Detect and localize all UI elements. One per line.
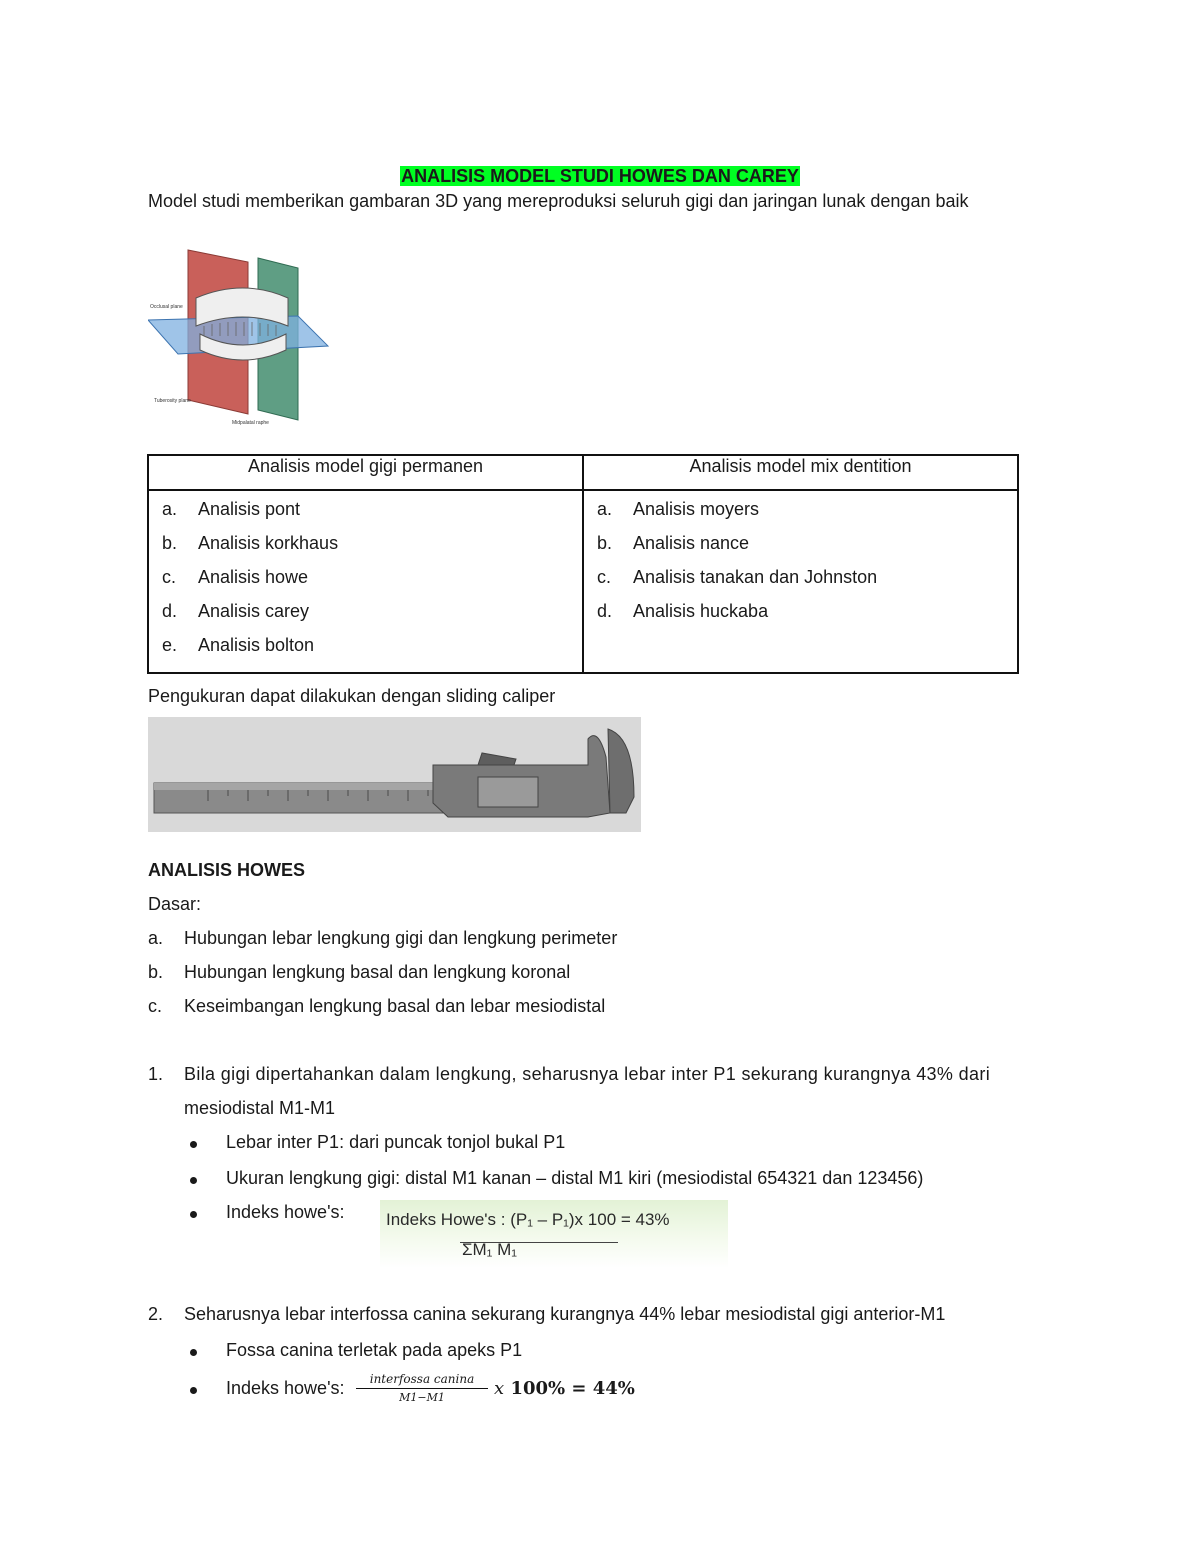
list-item: a. Analisis pont <box>162 499 301 519</box>
tuberosity-plane-label: Tuberosity plane <box>154 398 191 404</box>
list-item: c. Analisis howe <box>162 567 309 587</box>
table-col-mix <box>583 490 1018 673</box>
table-header-permanen: Analisis model gigi permanen <box>148 455 583 490</box>
howes-index-formula: Indeks Howe's : (P₁ – P₁)x 100 = 43% ΣM₁ M₁ <box>380 1200 728 1268</box>
table-header-mix: Analisis model mix dentition <box>583 455 1018 490</box>
bullet-icon <box>190 1177 197 1184</box>
dasar-label: Dasar: <box>148 894 202 914</box>
fraction-bar <box>356 1388 488 1389</box>
list-item: d. Analisis huckaba <box>597 601 769 621</box>
table-col-permanen <box>148 490 583 673</box>
list-item: a. Analisis moyers <box>597 499 760 519</box>
list-item: d. Analisis carey <box>162 601 310 621</box>
sliding-caliper-figure <box>148 717 641 832</box>
list-item: e. Analisis bolton <box>162 635 315 655</box>
bullet-icon <box>190 1387 197 1394</box>
analysis-table <box>147 454 1019 674</box>
occlusal-plane-label: Occlusal plane <box>150 304 183 310</box>
reference-planes-figure <box>148 238 330 428</box>
interfossa-formula-result: x 100% = 44% <box>494 1378 635 1399</box>
caliper-caption: Pengukuran dapat dilakukan dengan sliding caliper <box>148 686 556 706</box>
list-item: b. Analisis korkhaus <box>162 533 339 553</box>
bullet-icon <box>190 1141 197 1148</box>
document-title: ANALISIS MODEL STUDI HOWES DAN CAREY <box>401 166 799 186</box>
bullet-icon <box>190 1349 197 1356</box>
list-item: c. Analisis tanakan dan Johnston <box>597 567 878 587</box>
midpalatal-raphe-label: Midpalatal raphe <box>232 420 269 426</box>
interfossa-fraction: interfossa canina M1−M1 <box>356 1372 488 1404</box>
intro-paragraph: Model studi memberikan gambaran 3D yang mereproduksi seluruh gigi dan jaringan lunak dengan baik <box>148 191 969 211</box>
bullet-icon <box>190 1211 197 1218</box>
section-heading-howes: ANALISIS HOWES <box>148 860 306 880</box>
list-item: b. Analisis nance <box>597 533 750 553</box>
